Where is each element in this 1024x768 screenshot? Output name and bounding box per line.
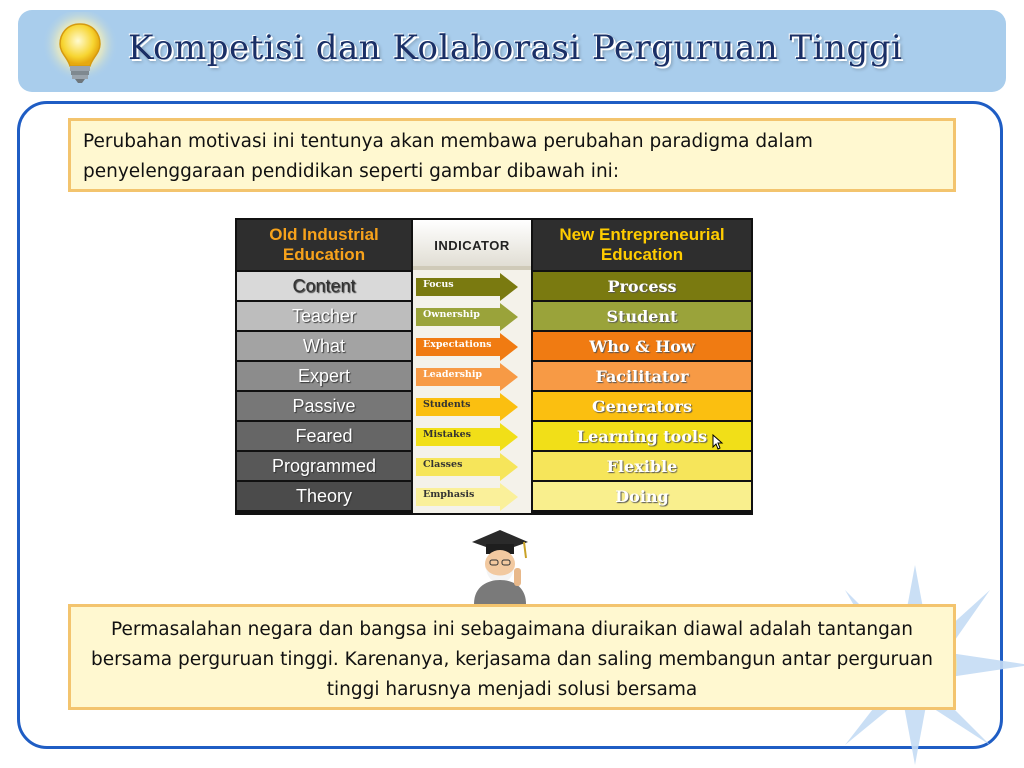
lightbulb-icon	[40, 12, 120, 92]
indicator-arrow	[413, 362, 531, 390]
indicator-label: Leadership	[423, 369, 483, 380]
new-education-column	[533, 220, 751, 510]
indicator-label: Classes	[423, 459, 463, 470]
indicator-label: Emphasis	[423, 489, 475, 500]
indicator-arrow	[413, 302, 531, 330]
new-value-cell: Who & How	[533, 332, 751, 360]
new-education-header: New Entrepreneurial Education	[533, 220, 751, 270]
old-value-cell: Theory	[237, 482, 411, 510]
old-value-cell: Programmed	[237, 452, 411, 480]
new-value-cell: Student	[533, 302, 751, 330]
old-value-cell: Content	[237, 272, 411, 300]
indicator-arrow	[413, 272, 531, 300]
new-value-cell: Learning tools	[533, 422, 751, 450]
new-value-cell: Process	[533, 272, 751, 300]
new-value-cell: Generators	[533, 392, 751, 420]
old-value-cell: Expert	[237, 362, 411, 390]
old-value-cell: Passive	[237, 392, 411, 420]
paradigm-comparison-table	[235, 218, 753, 515]
conclusion-text-box	[68, 604, 956, 710]
indicator-arrow	[413, 422, 531, 450]
professor-graduate-figure	[464, 528, 534, 604]
indicator-label: Students	[423, 399, 471, 410]
old-education-column	[237, 220, 411, 510]
indicator-header: INDICATOR	[413, 220, 531, 270]
intro-text-box	[68, 118, 956, 192]
indicator-label: Focus	[423, 279, 454, 290]
indicator-column	[413, 220, 531, 513]
new-value-cell: Doing	[533, 482, 751, 510]
intro-text: Perubahan motivasi ini tentunya akan membawa perubahan paradigma dalam penyelenggaraan pendidikan seperti gambar dibawah ini:	[83, 131, 813, 182]
indicator-arrow	[413, 482, 531, 510]
mouse-pointer-icon	[712, 434, 724, 450]
page-title: Kompetisi dan Kolaborasi Perguruan Tinggi	[128, 28, 903, 68]
new-value-cell: Facilitator	[533, 362, 751, 390]
conclusion-text: Permasalahan negara dan bangsa ini sebagaimana diuraikan diawal adalah tantangan bersama perguruan tinggi. Karenanya, kerjasama dan saling membangun antar perguruan tinggi harusnya menjadi solusi bersama	[91, 619, 933, 700]
indicator-label: Mistakes	[423, 429, 471, 440]
indicator-arrow	[413, 332, 531, 360]
indicator-label: Expectations	[423, 339, 492, 350]
indicator-arrow	[413, 392, 531, 420]
old-value-cell: Feared	[237, 422, 411, 450]
new-value-cell: Flexible	[533, 452, 751, 480]
indicator-label: Ownership	[423, 309, 480, 320]
old-value-cell: What	[237, 332, 411, 360]
old-value-cell: Teacher	[237, 302, 411, 330]
indicator-arrow	[413, 452, 531, 480]
old-education-header: Old Industrial Education	[237, 220, 411, 270]
